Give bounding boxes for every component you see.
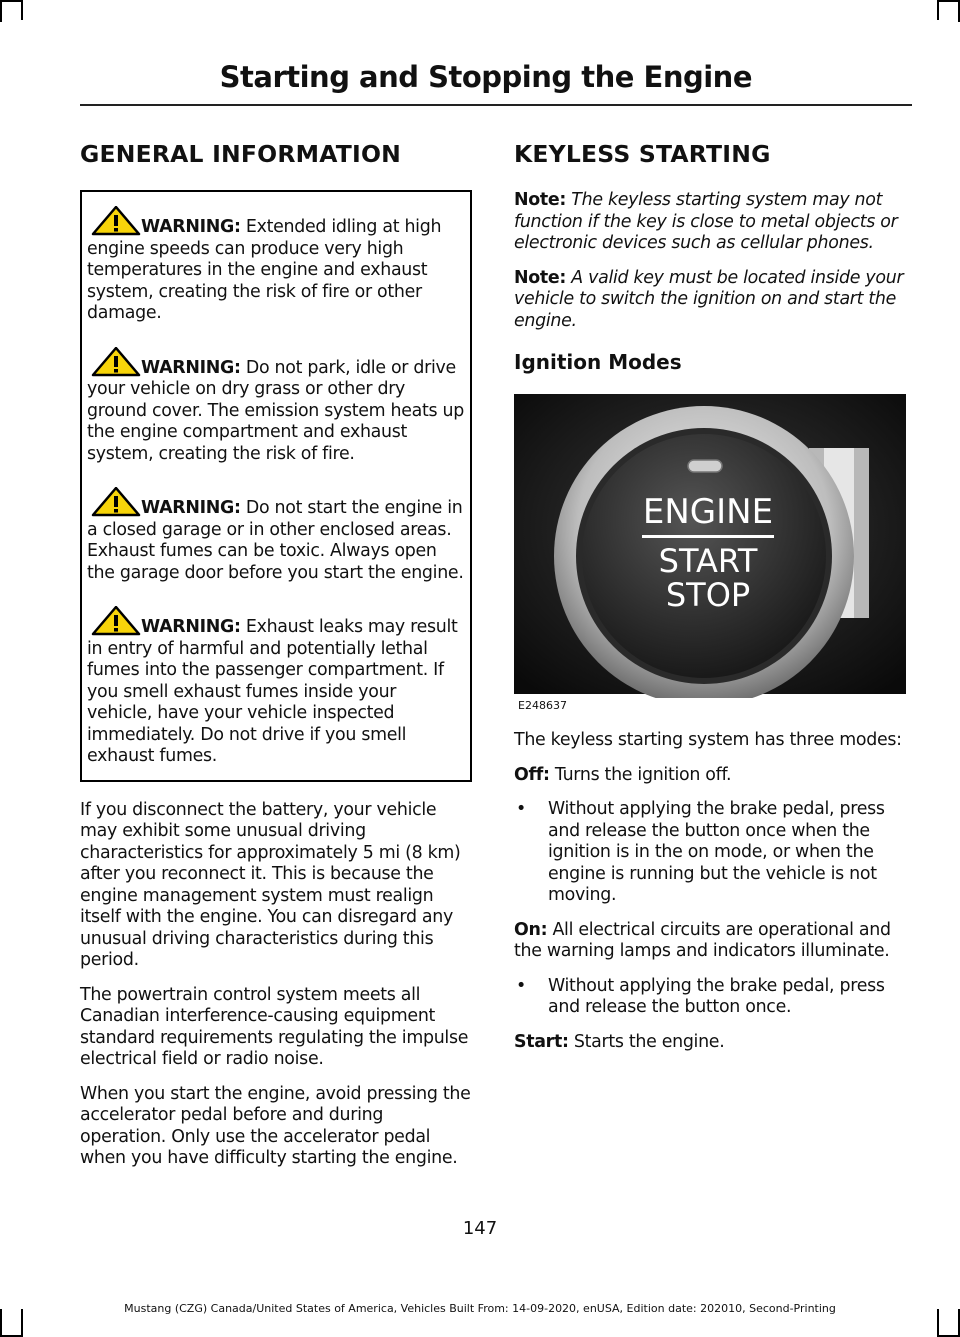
mode-label: Off: xyxy=(514,764,550,785)
image-text-engine: ENGINE xyxy=(642,492,774,532)
engine-start-stop-button-image xyxy=(514,388,906,718)
crop-mark xyxy=(21,0,23,20)
note-label: Note: xyxy=(514,267,567,288)
mode-off-list xyxy=(514,799,912,907)
mode-start xyxy=(514,1032,912,1054)
warning-1 xyxy=(87,206,464,325)
warning-text: Exhaust leaks may result in entry of harmful and potentially lethal fumes into the passenger compartment. If you smell exhaust fumes inside your vehicle, have your vehicle inspected immediately. Do not drive if you smell exhaust fumes. xyxy=(87,617,458,766)
warning-4 xyxy=(87,606,464,768)
crop-mark xyxy=(0,0,22,2)
header-rule xyxy=(80,104,912,106)
page-header-title: Starting and Stopping the Engine xyxy=(219,60,752,94)
warning-3 xyxy=(87,487,464,584)
warning-text: Extended idling at high engine speeds can produce very high temperatures in the engine and exhaust system, creating the risk of fire or other damage. xyxy=(87,217,442,323)
warning-triangle-icon xyxy=(91,606,141,636)
start-stop-button-illustration xyxy=(514,388,906,698)
page-number: 147 xyxy=(462,1218,498,1239)
list-item xyxy=(514,799,912,907)
bullet: • xyxy=(516,975,526,996)
warnings-box xyxy=(80,190,472,782)
paragraph-powertrain: The powertrain control system meets all Canadian interference-causing equipment standard requirements regulating the impulse electrical field or radio noise. xyxy=(80,984,469,1069)
right-column xyxy=(514,140,912,1066)
warning-triangle-icon xyxy=(91,206,141,236)
mode-on xyxy=(514,920,912,963)
warning-triangle-icon xyxy=(91,347,141,377)
note-text: The keyless starting system may not function if the key is close to metal objects or electronic devices such as cellular phones. xyxy=(514,190,898,253)
paragraph-accelerator: When you start the engine, avoid pressing the accelerator pedal before and during operation. Only use the accelerator pedal when you have difficulty starting the engine. xyxy=(80,1083,471,1168)
page-footer: Mustang (CZG) Canada/United States of America, Vehicles Built From: 14-09-2020, enUSA, Edition date: 202010, Second-Printing xyxy=(124,1302,836,1315)
crop-mark xyxy=(0,0,2,22)
warning-label: WARNING: xyxy=(141,357,241,378)
warning-2 xyxy=(87,347,464,466)
mode-off xyxy=(514,765,912,787)
warning-triangle-icon xyxy=(91,487,141,517)
list-item-text: Without applying the brake pedal, press and release the button once when the ignition is in the on mode, or when the engine is running but the vehicle is not moving. xyxy=(548,799,885,905)
note-text: A valid key must be located inside your vehicle to switch the ignition on and start the engine. xyxy=(514,267,904,331)
mode-text: All electrical circuits are operational and the warning lamps and indicators illuminate. xyxy=(514,919,891,961)
list-item-text: Without applying the brake pedal, press and release the button once. xyxy=(548,975,885,1017)
subheading-ignition-modes: Ignition Modes xyxy=(514,350,682,374)
section-heading-keyless-starting: KEYLESS STARTING xyxy=(514,140,771,168)
image-text-stop: STOP xyxy=(665,576,751,614)
note-2 xyxy=(514,268,912,333)
warning-label: WARNING: xyxy=(141,617,241,637)
bullet: • xyxy=(516,799,526,819)
mode-label: On: xyxy=(514,919,548,940)
mode-text: Starts the engine. xyxy=(568,1031,725,1052)
figure-id: E248637 xyxy=(518,699,567,712)
crop-mark xyxy=(937,0,939,20)
mode-on-list xyxy=(514,976,912,1019)
crop-mark xyxy=(938,0,960,2)
note-label: Note: xyxy=(514,190,567,210)
list-item xyxy=(514,976,912,1019)
paragraph-battery: If you disconnect the battery, your vehicle may exhibit some unusual driving characteristics for approximately 5 mi (8 km) after you reconnect it. This is because the engine management system must realign itself with the engine. You can disregard any unusual driving characteristics during this period. xyxy=(80,799,461,970)
warning-text: Do not start the engine in a closed garage or in other enclosed areas. Exhaust fumes can be toxic. Always open the garage door before you start the engine. xyxy=(87,498,464,583)
mode-text: Turns the ignition off. xyxy=(549,764,732,785)
note-1 xyxy=(514,190,912,255)
section-heading-general-information: GENERAL INFORMATION xyxy=(80,140,402,168)
warning-text: Do not park, idle or drive your vehicle on dry grass or other dry ground cover. The emission system heats up the engine compartment and exhaust system, creating the risk of fire. xyxy=(87,357,464,464)
image-text-start: START xyxy=(658,542,758,580)
warning-label: WARNING: xyxy=(141,498,241,518)
warning-label: WARNING: xyxy=(141,217,241,237)
mode-label: Start: xyxy=(514,1031,569,1052)
left-column xyxy=(80,140,472,1183)
paragraph-intro: The keyless starting system has three modes: xyxy=(514,730,902,750)
